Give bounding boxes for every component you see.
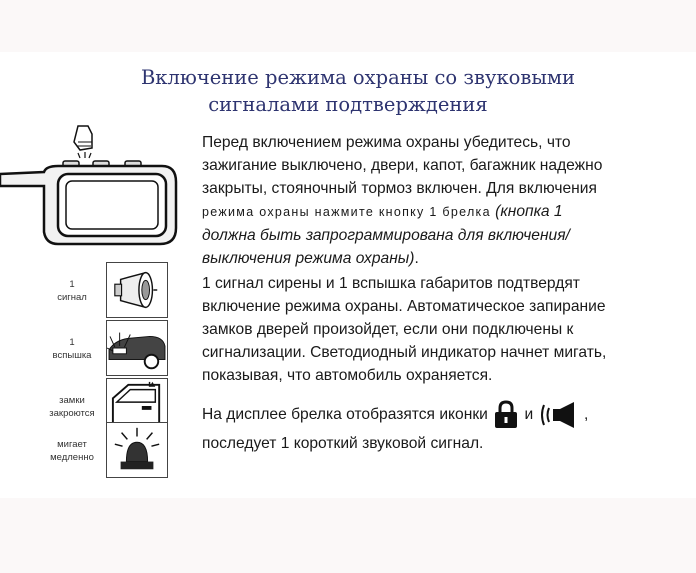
siren-icon <box>107 263 167 317</box>
sequence-box <box>106 320 168 376</box>
page-subtitle: сигналами подтверждения <box>208 93 488 116</box>
paragraph-display-icons <box>202 400 672 455</box>
text-span: , <box>583 406 589 424</box>
top-band <box>0 0 696 52</box>
sequence-label: 1 вспышка <box>52 337 92 361</box>
text-line: показывая, что автомобиль охраняется. <box>202 367 493 384</box>
text-line: должна быть запрограммирована для включения/ <box>202 227 570 244</box>
sequence-label: 1 сигнал <box>57 279 87 303</box>
flashing-beacon-icon <box>107 423 167 477</box>
sequence-row-siren <box>42 262 168 320</box>
text-line <box>202 247 672 270</box>
text-line: сигнализации. Светодиодный индикатор начнет мигать, <box>202 344 607 361</box>
text-line: закрыты, стояночный тормоз включен. Для включения <box>202 180 597 197</box>
sequence-label: мигает медленно <box>50 439 94 463</box>
text-span: режима охраны нажмите кнопку 1 брелка <box>202 205 491 219</box>
text-line <box>202 400 672 430</box>
sequence-box <box>106 262 168 318</box>
text-span-italic: выключения режима охраны) <box>202 250 415 267</box>
text-line: последует 1 короткий звуковой сигнал. <box>202 435 484 452</box>
text-span-italic: (кнопка 1 <box>490 203 563 220</box>
sequence-label: замки закроются <box>49 395 95 419</box>
sequence-box <box>106 422 168 478</box>
sequence-row-flash <box>42 320 168 378</box>
text-span: На дисплее брелка отобразятся иконки <box>202 406 488 424</box>
key-fob-icon <box>0 161 176 244</box>
text-line <box>202 200 672 224</box>
text-line: замков дверей произойдет, если они подключены к <box>202 321 574 338</box>
speaker-sound-icon <box>538 400 580 430</box>
finger-press-icon <box>74 126 92 158</box>
text-span: и <box>524 406 534 424</box>
car-lights-flash-icon <box>107 321 167 375</box>
text-line: Перед включением режима охраны убедитесь, что <box>202 134 571 151</box>
text-line: 1 сигнал сирены и 1 вспышка габаритов подтвердят <box>202 275 580 292</box>
text-line: зажигание выключено, двери, капот, багажник надежно <box>202 157 603 174</box>
sequence-row-led <box>42 422 168 480</box>
paragraph-instructions <box>202 131 672 270</box>
text-line: включение режима охраны. Автоматическое запирание <box>202 298 606 315</box>
bottom-band <box>0 498 696 573</box>
paragraph-confirmation <box>202 272 672 387</box>
text-span: . <box>414 250 419 267</box>
page-title: Включение режима охраны со звуковыми <box>140 66 576 89</box>
key-fob-illustration <box>0 120 180 250</box>
lock-icon <box>492 400 520 430</box>
